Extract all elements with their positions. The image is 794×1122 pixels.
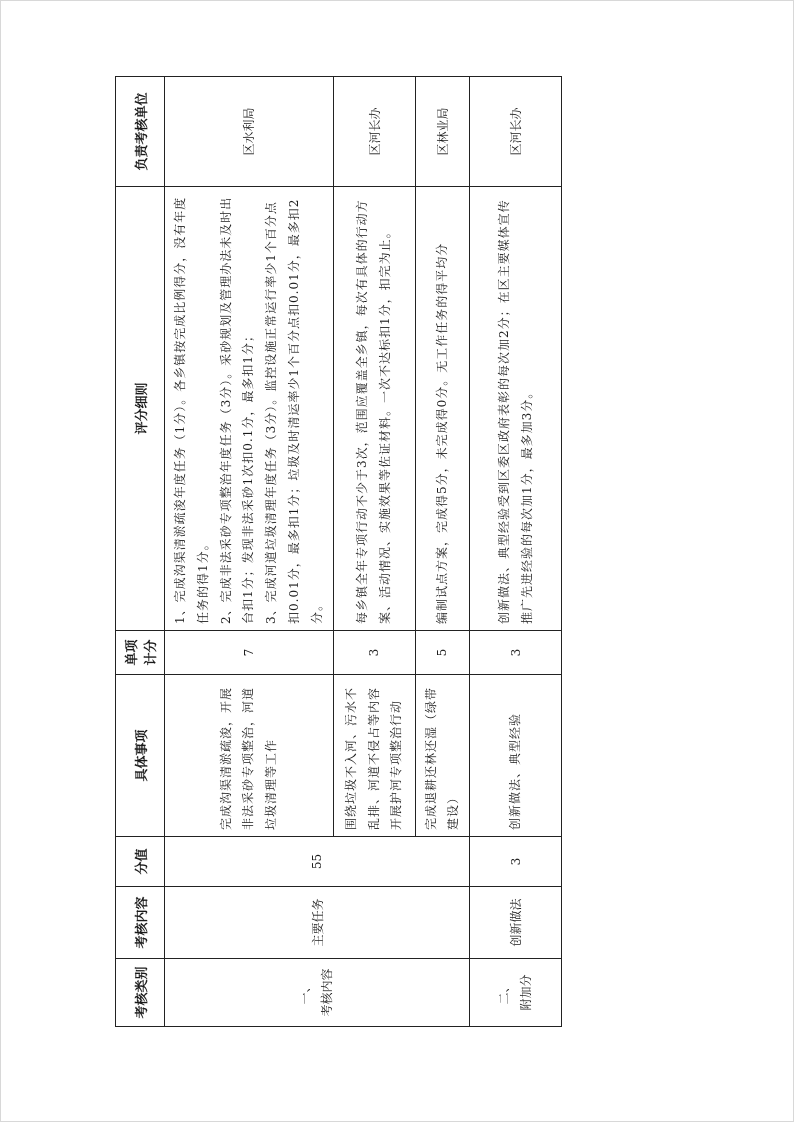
points-cell: 5 [415,631,470,675]
rules-cell: 编制试点方案，完成得5分，未完成得0分。无工作任务的得平均分 [415,187,470,631]
rule-line: 1、完成沟渠清淤疏浚年度任务（1分）。各乡镇按完成比例得分，没有年度任务的得1分。 [173,196,210,624]
rotated-table-container [115,77,551,1027]
points-cell: 7 [165,631,334,675]
score-cell: 3 [470,837,562,887]
rules-cell [165,187,334,631]
table-row [165,77,334,1027]
item-cell: 完成沟渠清淤疏浚，开展非法采砂专项整治，河道垃圾清理等工作 [165,675,334,837]
unit-cell: 区林业局 [415,77,470,187]
table-row [470,77,562,1027]
unit-cell: 区水利局 [165,77,334,187]
rule-line: 3、完成河道垃圾清理年度任务（3分）。监控设施正常运行率少1个百分点扣0.01分，最多扣1分；垃圾及时清运率少1个百分点扣0.01分，最多扣2分。 [264,198,324,624]
header-unit: 负责考核单位 [116,77,165,187]
content-cell: 主要任务 [165,887,470,959]
item-cell: 围绕垃圾不入河、污水不乱排、河道不侵占等内容开展护河专项整治行动 [333,675,415,837]
category-cell-1: 一、 考核内容 [165,959,470,1027]
category-cell-2: 二、 附加分 [470,959,562,1027]
landscape-table-frame [115,77,551,1027]
rule-line: 2、完成非法采砂专项整治年度任务（3分）。采砂规划及管理办法未及时出台扣1分；发现非法采砂1次扣0.1分，最多扣1分； [218,196,256,624]
assessment-table [115,76,562,1027]
score-cell: 55 [165,837,470,887]
header-score: 分值 [116,837,165,887]
unit-cell: 区河长办 [470,77,562,187]
header-rules: 评分细则 [116,187,165,631]
content-cell: 创新做法 [470,887,562,959]
unit-cell: 区河长办 [333,77,415,187]
rules-cell: 创新做法、典型经验受到区委区政府表彰的每次加2分；在区主要媒体宣传推广先进经验的每次加1分，最多加3分。 [470,187,562,631]
points-cell: 3 [333,631,415,675]
header-points: 单项计分 [116,631,165,675]
item-cell: 创新做法、典型经验 [470,675,562,837]
header-category: 考核类别 [116,959,165,1027]
item-cell: 完成退耕还林还湿（绿带建设） [415,675,470,837]
header-item: 具体事项 [116,675,165,837]
header-row [116,77,165,1027]
rules-cell: 每乡镇全年专项行动不少于3次，范围应覆盖全乡镇，每次有具体的行动方案、活动情况、实施效果等佐证材料。一次不达标扣1分，扣完为止。 [333,187,415,631]
header-content: 考核内容 [116,887,165,959]
points-cell: 3 [470,631,562,675]
